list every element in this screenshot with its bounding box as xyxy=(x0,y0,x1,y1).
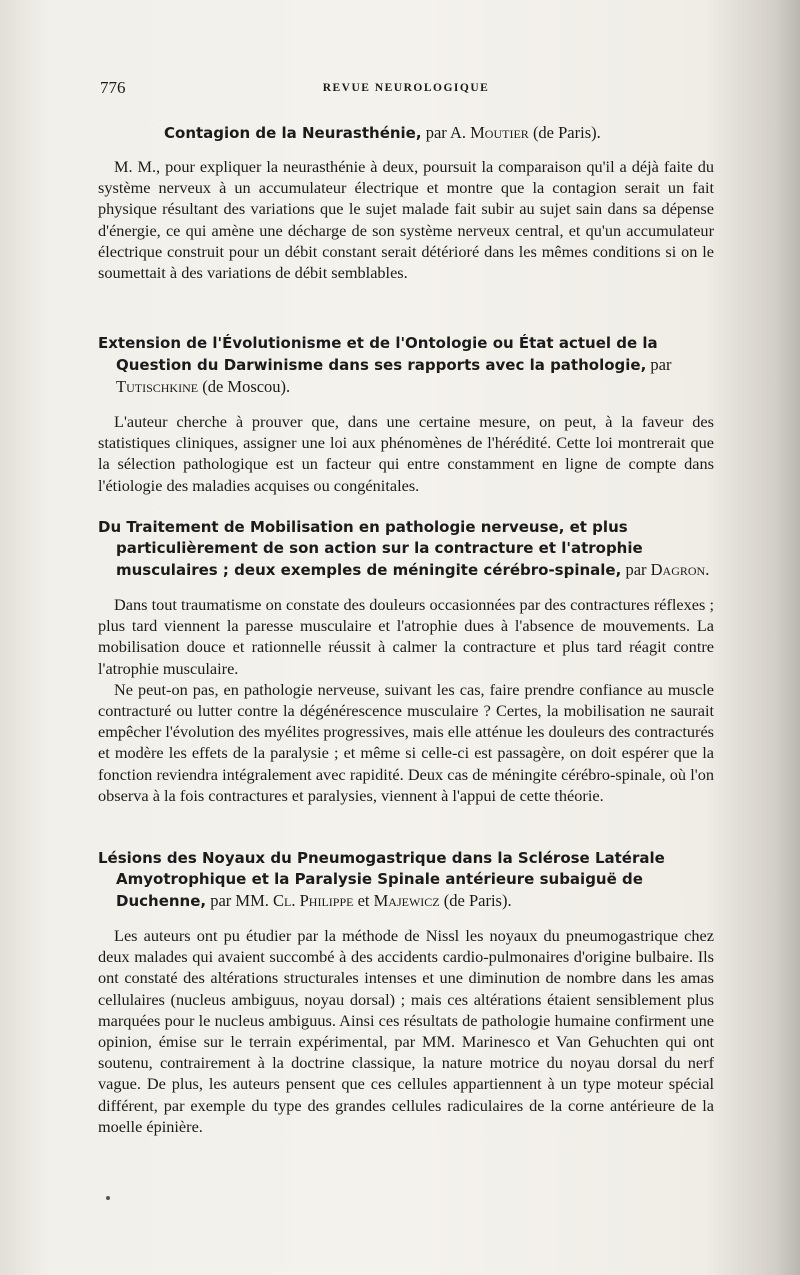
paragraph: M. M., pour expliquer la neurasthénie à deux, poursuit la comparaison qu'il a déjà faite du système nerveux à un accumulateur électrique et montre que la contagion serait un fait physique résultant des variations que le sujet malade fait subir au sujet sain dans sa dépense d'énergie, ce qui amène une décharge de son système nerveux central, et qu'un accumulateur électrique construit pour un débit constant serait détérioré dans les mêmes conditions si on le soumettait à des variations de débit semblables. xyxy=(98,157,714,283)
article-body xyxy=(98,594,714,806)
article-title: Contagion de la Neurasthénie, par A. Moutier (de Paris). xyxy=(164,123,601,142)
author-name-2: Majewicz xyxy=(373,891,440,910)
paragraph: Dans tout traumatisme on constate des douleurs occasionnées par des contractures réflexes ; plus tard viennent la paresse musculaire et l'atrophie dues à l'absence de mouvements. La mobilisation douce et rationnelle réussit à calmer la contracture et plus tard réagit contre l'atrophie musculaire. xyxy=(98,595,714,678)
article-evolutionisme xyxy=(98,333,714,496)
article-contagion-neurasthenie xyxy=(98,122,714,283)
author-name: Cl. Philippe xyxy=(273,891,354,910)
author-name: Moutier xyxy=(470,123,529,142)
article-body xyxy=(98,156,714,283)
ink-speck xyxy=(106,1196,110,1200)
article-body xyxy=(98,925,714,1137)
article-body xyxy=(98,411,714,496)
article-title: Extension de l'Évolutionisme et de l'Ontologie ou État actuel de la Question du Darwinisme dans ses rapports avec la pathologie, par Tutischkine (de Moscou). xyxy=(98,334,672,396)
journal-title: REVUE NEUROLOGIQUE xyxy=(322,82,490,94)
article-title: Lésions des Noyaux du Pneumogastrique dans la Sclérose Latérale Amyotrophique et la Paralysie Spinale antérieure subaiguë de Duchenne, par MM. Cl. Philippe et Majewicz (de Paris). xyxy=(98,849,665,910)
paragraph: Les auteurs ont pu étudier par la méthode de Nissl les noyaux du pneumogastrique chez deux malades qui avaient succombé à des accidents cardio-pulmonaires d'origine bulbaire. Ils ont constaté des altérations structurales intenses et une diminution de nombre dans les amas cellulaires (nucleus ambiguus, noyau dorsal) ; mais ces altérations étaient sensiblement plus marquées pour le nucleus ambiguus. Ainsi ces résultats de pathologie humaine confirment une opinion, émise sur le terrain expérimental, par MM. Marinesco et Van Gehuchten qui ont soutenu, contrairement à la doctrine classique, la nature motrice du noyau dorsal du nerf vague. De plus, les auteurs pensent que ces cellules appartiennent à un type moteur spécial différent, par exemple du type des grandes cellules radiculaires de la corne antérieure de la moelle épinière. xyxy=(98,926,714,1136)
author-name: Tutischkine xyxy=(116,377,199,396)
paragraph: L'auteur cherche à prouver que, dans une certaine mesure, on peut, à la faveur des statistiques cliniques, assigner une loi aux phénomènes de l'hérédité. Cette loi montrerait que la sélection pathologique est un facteur qui entre constamment en ligne de compte dans l'étiologie des maladies acquises ou congénitales. xyxy=(98,412,714,495)
article-lesions-pneumogastrique xyxy=(98,848,714,1137)
paragraph: Ne peut-on pas, en pathologie nerveuse, suivant les cas, faire prendre confiance au muscle contracturé ou lutter contre la dégénérescence musculaire ? Certes, la mobilisation ne saurait empêcher l'évolution des myélites progressives, mais elle atténue les douleurs des contracturés et modère les effets de la paralysie ; et même si celle-ci est passagère, on doit espérer que la fonction reviendra intégralement avec rapidité. Deux cas de méningite cérébro-spinale, où l'on observa à la fois contractures et paralysies, viennent à l'appui de cette théorie. xyxy=(98,679,715,805)
page-number: 776 xyxy=(100,78,126,97)
author-name: Dagron xyxy=(650,560,706,579)
article-title: Du Traitement de Mobilisation en pathologie nerveuse, et plus particulièrement de son action sur la contracture et l'atrophie musculaires ; deux exemples de méningite cérébro-spinale, par Dagron. xyxy=(98,518,710,579)
article-traitement-mobilisation xyxy=(98,517,714,806)
running-head xyxy=(100,78,712,102)
